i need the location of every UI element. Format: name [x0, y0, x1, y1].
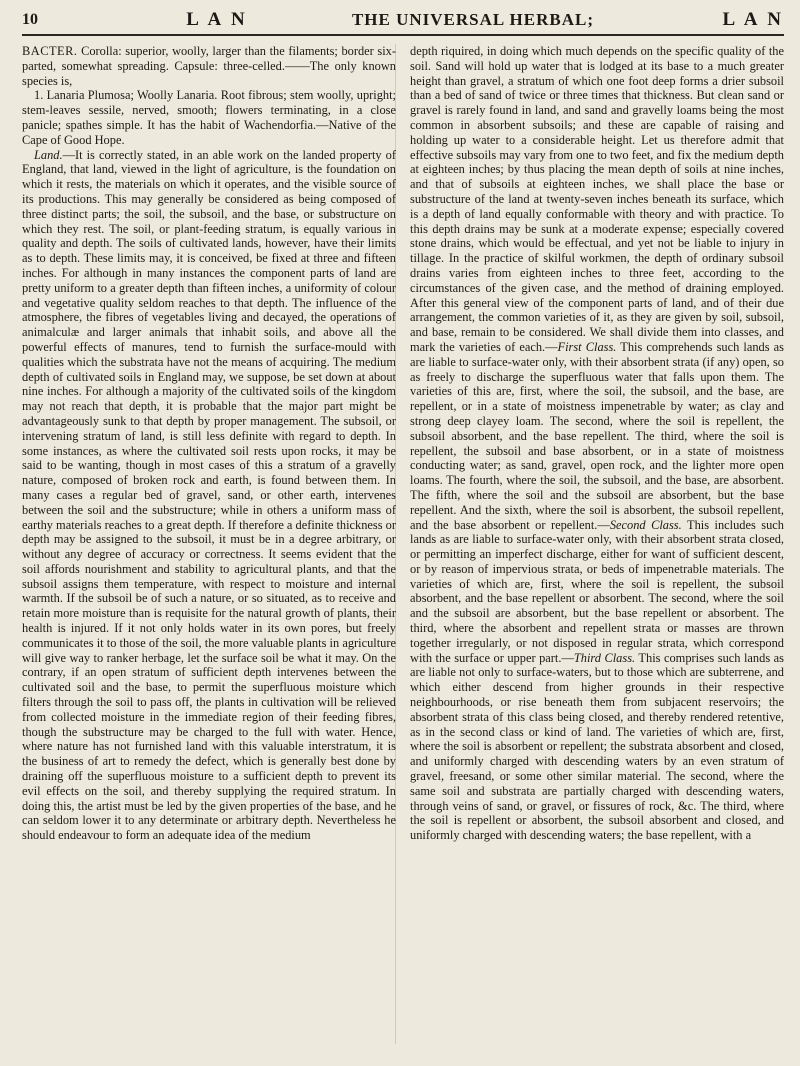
paragraph-text: This comprehends such lands as are liable to surface-water only, with their absorbent strata (if any) open, so as freely to discharge the superfluous water that falls upon them. The varieties of this are, first, where the soil, the subsoil, and the base, are repellent, or in a state of moistness impenetrable by water; as clay and strong deep clayey loam. The second, where the soil is repellent, the subsoil absorbent, and the base repellent. The third, where the soil is repellent, the subsoil and base absorbent, or in a state of moistness conducting water; as sand, gravel, open rock, and the lighter more open loams. The fourth, where the soil, the subsoil, and the base, are absorbent. The fifth, where the soil and the subsoil are absorbent, but the base repellent. And the sixth, where the soil is absorbent, the subsoil repellent, and the base absorbent or repellent.— [410, 339, 784, 532]
paragraph-lanaria-plumosa: 1. Lanaria Plumosa; Woolly Lanaria. Root fibrous; stem woolly, upright; stem-leaves sessile, nerved, smooth; flowers terminating, in a close panicle; spathes simple. It has the habit of Wachendorfia.—Native of the Cape of Good Hope. [22, 88, 396, 147]
page-number: 10 [22, 11, 38, 28]
paragraph-text: This comprises such lands as are liable not only to surface-waters, but to those which are subterrene, and which either descend from higher grounds in their respective neighbourhoods, or rise beneath them from subjacent reservoirs; the absorbent strata of this class being closed, and thereby rendered retentive, as in the second class or kind of land. The varieties of which are, first, where the soil is absorbent or repellent; the substrata absorbent and closed, and uniformly charged with descending waters by an even stratum of gravel, freesand, or some other similar material. The second, where the same soil and substrata are partially charged with descending waters, through veins of sand, or gravel, or fissures of rock, &c. The third, where the soil is repellent or absorbent, the subsoil absorbent and closed, and uniformly charged with descending waters; the base repellent, with a [410, 650, 784, 843]
paragraph-lanaria-intro [22, 44, 396, 88]
paragraph-land [22, 148, 396, 843]
running-header [22, 6, 784, 36]
paragraph-lead: BACTER. [22, 44, 78, 58]
left-column [22, 44, 396, 1054]
second-class-label: Second Class. [609, 517, 682, 532]
paragraph-land-continued [410, 44, 784, 843]
paragraph-text: This includes such lands as are liable to surface-water only, with their absorbent strata closed, or permitting an imperfect discharge, either for want of sufficient descent, or by reason of impervious strata, or beds of impenetrable materials. The varieties of which are, first, where the soil is repellent, the subsoil absorbent, and the base repellent or absorbent. The second, where the soil and the subsoil are absorbent, but the base repellent or absorbent. The third, where the absorbent and repellent strata or masses are thrown together irregularly, or not disposed in regular strata, which correspond with the surface or upper part.— [410, 517, 784, 665]
entry-heading-land: Land. [34, 147, 63, 162]
third-class-label: Third Class. [573, 650, 636, 665]
right-running-head: L A N [722, 9, 784, 30]
left-running-head: L A N [186, 9, 248, 30]
right-column [410, 44, 784, 1054]
column-divider [395, 44, 396, 1044]
book-title: THE UNIVERSAL HERBAL; [351, 10, 594, 29]
paragraph-text: —It is correctly stated, in an able work on the landed property of England, that land, viewed in the light of agriculture, is the foundation on which it rests, the materials on which it operates, and the visible source of its productions. This may generally be considered as being composed of three distinct parts; the soil, the subsoil, and the base, or substructure on which they rest. The soil, or plant-feeding stratum, is equally various in quality and depth. The soils of cultivated lands, however, have their limits as to depth. These limits may, it is conceived, be fixed at three and fifteen inches. For although in many instances the component parts of land are pretty uniform to a greater depth than fifteen inches, a uniformity of colour and vegetative quality seldom reaches to that depth. The influence of the atmosphere, the fibres of vegetables living and decayed, the operations of animalculæ and larger animals that inhabit soils, and above all the powerful effects of manures, tend to furnish the surface-mould with qualities which the substrata have not the means of acquiring. The medium depth of cultivated soils in England may, we suppose, be set down at about nine inches. For although a majority of the cultivated soils of the kingdom may not reach that depth, it is probable that the major part might be advantageously sunk to that depth by proper management. The subsoil, or intervening stratum of land, is still less definite with regard to depth. In some instances, as where the cultivated soil rests upon rocks, it may be said to be wanting, though in most cases of this a stratum of a gravelly nature, composed of broken rock and earth, is found between them. In many cases a regular bed of gravel, sand, or other earth, intervenes between the soil and the substructure; while in others a uniform mass of earthy materials reaches to a great depth. If therefore a definite thickness or depth may be assigned to the subsoil, it must be in a degree arbitrary, or without any degree of accuracy or correctness. It seems evident that the soil affords nourishment and stability to agricultural plants, and that the subsoil assigns them temperature, with respect to moisture and internal warmth. If the subsoil be of such a nature, or so situated, as to receive and retain more moisture than is requisite for the natural growth of plants, their health is injured. If it not only holds water in its own pores, but freely communicates it to those of the soil, the more valuable plants in agriculture will give way to ranker herbage, let the surface soil be what it may. On the contrary, if an open stratum of sufficient depth intervenes between the cultivated soil and the base, to permit the superfluous moisture which filters through the soil to pass off, the plants in cultivation will be relieved from collected moisture in the immediate region of their feeding fibres, though the substructure may be charged to the full with water. Hence, where nature has not furnished land with this valuable interstratum, it is the business of art to remedy the defect, which is generally best done by draining off the superfluous moisture to a sufficient depth to prevent its evil effects on the soil, and thereby supplying the required stratum. In doing this, the artist must be led by the given properties of the base, and he can seldom lower it to any determinate or arbitrary depth. Nevertheless he should endeavour to form an adequate idea of the medium [22, 147, 396, 843]
paragraph-text: Corolla: superior, woolly, larger than the filaments; border six-parted, somewhat spreading. Capsule: three-celled.——The only known species is, [22, 44, 396, 88]
paragraph-text: depth riquired, in doing which much depends on the specific quality of the soil. Sand will hold up water that is lodged at its base to a much greater height than gravel, a stratum of which one foot deep forms a drier subsoil than a bed of sand of twice or three times that thickness. But clean sand or gravel is rarely found in land, and sand and gravelly loams being the most common in absorbent subsoils; and these are capable of raising and holding up water to a considerable height. Let us therefore admit that effective subsoils may vary from one to two feet, and fix the medium depth at eighteen inches; by thus placing the mean depth of soils at nine inches, and that of subsoils at eighteen inches, we shall place the base or substructure of the land at twenty-seven inches beneath its surface, which is a depth of land equally conformable with theory and with practice. To this depth drains may be sunk at a moderate expense; especially covered stone drains, which would be effectual, and yet not be liable to injury in tillage. In the practice of skilful workmen, the depth of ordinary subsoil drains varies from eighteen inches to three feet, according to the circumstances of the given case, and the method of draining employed. After this general view of the component parts of land, and of their due arrangement, the common varieties of it, as they are given by soil, subsoil, and base, remain to be considered. We shall divide them into classes, and mark the varieties of each.— [410, 44, 784, 354]
first-class-label: First Class. [557, 339, 617, 354]
text-columns [22, 44, 784, 1054]
